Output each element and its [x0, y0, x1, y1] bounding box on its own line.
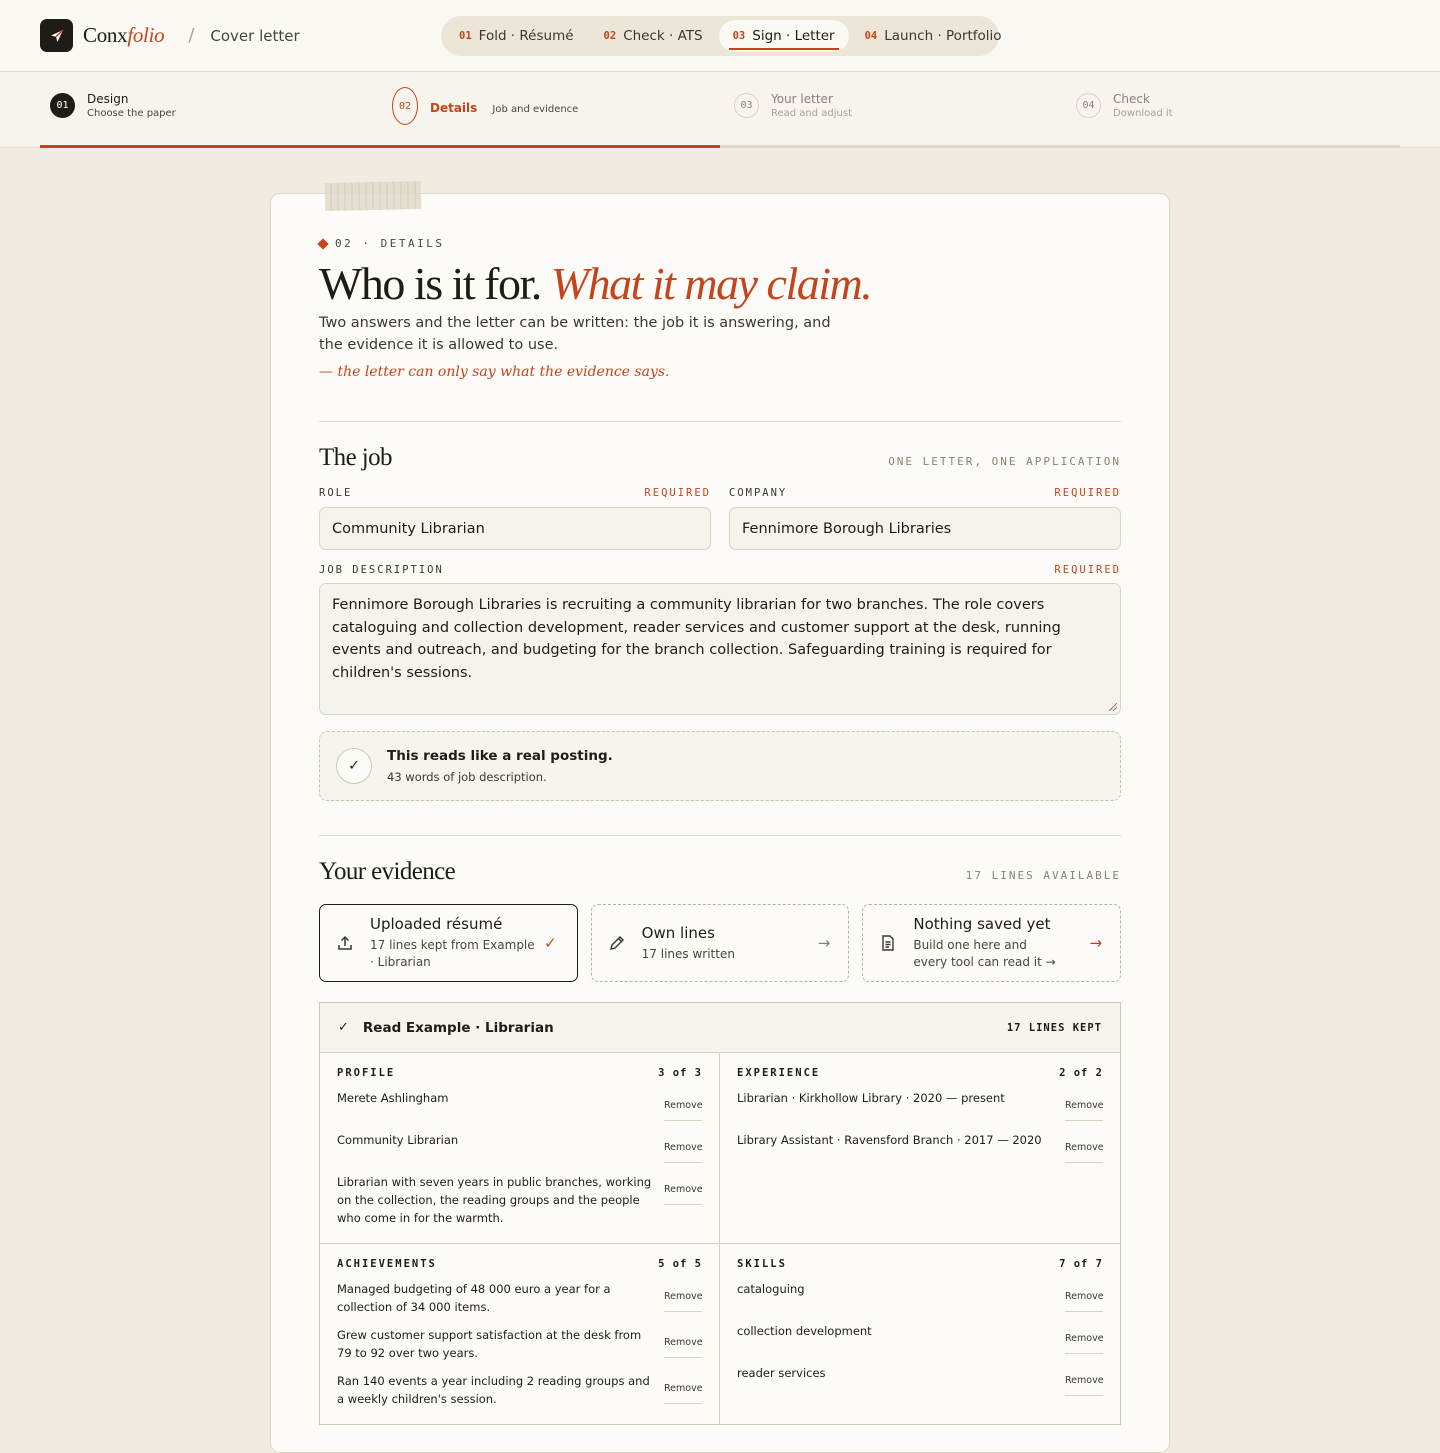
upload-icon [336, 934, 354, 952]
wizard-progress-fill [40, 145, 720, 148]
step-number: 01 [50, 93, 75, 118]
experience-section [720, 1053, 1120, 1243]
step-title: Details [430, 100, 478, 115]
section-heading: ACHIEVEMENTS [337, 1258, 437, 1270]
wizard-stepper [0, 72, 1440, 148]
section-count: 3 of 3 [658, 1067, 702, 1079]
evidence-line: Managed budgeting of 48 000 euro a year for a collection of 34 000 items. [337, 1282, 611, 1314]
details-card [270, 193, 1170, 1453]
intro-note: — the letter can only say what the evidence says. [319, 364, 670, 380]
top-bar [0, 0, 1440, 72]
section-heading: SKILLS [737, 1258, 787, 1270]
tool-tab-label: Launch · Portfolio [884, 28, 1002, 44]
headline-plain: Who is it for. [319, 258, 541, 309]
lines-kept-count: 17 LINES KEPT [1006, 1021, 1102, 1034]
source-own-lines[interactable] [591, 904, 850, 982]
company-label: COMPANY [729, 487, 788, 499]
remove-button[interactable]: Remove [1065, 1364, 1103, 1396]
step-design[interactable] [50, 92, 176, 119]
list-item [337, 1131, 702, 1163]
checkmark-icon: ✓ [338, 1020, 349, 1035]
job-description-textarea[interactable] [319, 583, 1121, 715]
step-subtitle: Read and adjust [771, 108, 853, 119]
list-item [737, 1131, 1103, 1163]
remove-button[interactable]: Remove [664, 1131, 702, 1163]
job-section-header [319, 444, 1121, 472]
posting-check-title: This reads like a real posting. [387, 748, 613, 764]
breadcrumb: Cover letter [210, 26, 300, 45]
list-item [737, 1364, 1103, 1396]
section-count: 5 of 5 [658, 1258, 702, 1270]
section-eyebrow [319, 237, 1121, 250]
remove-button[interactable]: Remove [1065, 1131, 1103, 1163]
tool-tab-label: Check · ATS [623, 28, 703, 44]
brand-name-part2: folio [127, 23, 165, 47]
evidence-source-options [319, 904, 1121, 982]
parsed-resume-header [320, 1003, 1120, 1053]
step-number: 03 [734, 93, 759, 118]
source-uploaded-resume[interactable] [319, 904, 578, 982]
parsed-resume-panel [319, 1002, 1121, 1425]
list-item [337, 1173, 702, 1227]
job-description-group [319, 564, 1121, 715]
resize-handle-icon[interactable] [1109, 703, 1117, 711]
posting-check-subtitle: 43 words of job description. [387, 770, 547, 784]
source-title: Uploaded résumé [370, 915, 503, 933]
intro-lede: Two answers and the letter can be written: the job it is answering, and the evidence it is allowed to use. [319, 315, 831, 353]
tool-switcher [441, 16, 1002, 56]
tool-tab-label: Fold · Résumé [478, 28, 574, 44]
company-input[interactable]: Fennimore Borough Libraries [729, 507, 1121, 550]
source-title: Nothing saved yet [913, 915, 1051, 933]
pencil-icon [608, 934, 626, 952]
list-item [337, 1280, 702, 1316]
step-your-letter[interactable] [734, 92, 852, 119]
source-subtitle: Build one here and every tool can read it → [913, 938, 1056, 969]
remove-button[interactable]: Remove [664, 1173, 702, 1205]
job-description-label: JOB DESCRIPTION [319, 564, 444, 576]
divider [319, 835, 1121, 836]
role-field-group [319, 487, 711, 550]
step-details[interactable] [392, 87, 578, 125]
section-heading: PROFILE [337, 1067, 396, 1079]
skills-section [720, 1244, 1120, 1424]
step-subtitle: Choose the paper [87, 108, 176, 119]
evidence-line: Ran 140 events a year including 2 reading groups and a weekly children's session. [337, 1374, 650, 1406]
evidence-line: Library Assistant · Ravensford Branch · 2017 — 2020 [737, 1133, 1042, 1147]
diamond-icon [317, 238, 328, 249]
role-label: ROLE [319, 487, 353, 499]
required-badge: REQUIRED [644, 487, 711, 499]
section-title-evidence: Your evidence [319, 858, 456, 885]
evidence-line: Community Librarian [337, 1133, 459, 1147]
tool-tab-ats[interactable] [590, 20, 717, 52]
section-meta-job: ONE LETTER, ONE APPLICATION [888, 455, 1121, 468]
step-check[interactable] [1076, 92, 1173, 119]
brand-name-part1: Conx [83, 23, 128, 47]
remove-button[interactable]: Remove [664, 1372, 702, 1404]
headline-accent: What it may claim. [550, 258, 872, 309]
posting-check-notice [319, 731, 1121, 801]
step-title: Check [1113, 92, 1150, 106]
step-title: Design [87, 92, 129, 106]
remove-button[interactable]: Remove [1065, 1280, 1103, 1312]
resume-sections-row-1 [320, 1053, 1120, 1244]
company-field-group [729, 487, 1121, 550]
source-subtitle: 17 lines written [641, 946, 735, 961]
tape-decoration [325, 181, 422, 211]
document-icon [879, 934, 897, 952]
step-subtitle: Download it [1113, 108, 1173, 119]
tool-tab-number: 01 [459, 30, 472, 42]
evidence-line: Merete Ashlingham [337, 1091, 449, 1105]
divider [319, 421, 1121, 422]
page-title [319, 258, 1121, 310]
eyebrow-text: 02 · DETAILS [335, 237, 445, 250]
source-nothing-saved[interactable] [862, 904, 1121, 982]
list-item [337, 1372, 702, 1408]
selected-check-icon: ✓ [544, 934, 557, 952]
required-badge: REQUIRED [1054, 487, 1121, 499]
evidence-line: Librarian with seven years in public branches, working on the collection, the reading groups and the people who come in for the warmth. [337, 1175, 652, 1225]
parsed-resume-title: Read Example · Librarian [362, 1019, 554, 1036]
list-item [737, 1322, 1103, 1354]
achievements-section [320, 1244, 720, 1424]
remove-button[interactable]: Remove [664, 1280, 702, 1312]
tool-tab-portfolio[interactable] [851, 20, 1016, 52]
required-badge: REQUIRED [1054, 564, 1121, 576]
brand-logo[interactable] [40, 19, 73, 52]
role-company-row [319, 487, 1121, 550]
checkmark-icon: ✓ [336, 748, 372, 784]
remove-button[interactable]: Remove [1065, 1089, 1103, 1121]
evidence-line: Librarian · Kirkhollow Library · 2020 — present [737, 1091, 1005, 1105]
section-meta-evidence: 17 LINES AVAILABLE [965, 869, 1121, 882]
evidence-line: reader services [737, 1366, 826, 1380]
evidence-section-header [319, 858, 1121, 886]
step-title: Your letter [771, 92, 833, 106]
tool-tab-letter[interactable] [719, 20, 849, 52]
resume-sections-row-2 [320, 1244, 1120, 1424]
step-number: 04 [1076, 93, 1101, 118]
section-count: 2 of 2 [1059, 1067, 1103, 1079]
step-subtitle: Job and evidence [492, 103, 579, 115]
list-item [337, 1089, 702, 1121]
arrow-right-icon: → [1089, 934, 1103, 952]
role-input[interactable]: Community Librarian [319, 507, 711, 550]
arrow-right-icon: → [817, 934, 831, 952]
list-item [737, 1089, 1103, 1121]
profile-section [320, 1053, 720, 1243]
list-item [337, 1326, 702, 1362]
tool-tab-number: 04 [864, 30, 878, 42]
evidence-line: Grew customer support satisfaction at the desk from 79 to 92 over two years. [337, 1328, 642, 1360]
breadcrumb-separator: / [188, 25, 195, 46]
section-count: 7 of 7 [1059, 1258, 1103, 1270]
source-subtitle: 17 lines kept from Example · Librarian [370, 938, 535, 969]
tool-tab-label: Sign · Letter [752, 28, 835, 44]
job-description-text: Fennimore Borough Libraries is recruiting a community librarian for two branches. The role covers cataloguing and collection development, reader services and customer support at the desk, running events and outreach, and budgeting for the branch collection. Safeguarding training is required for children's sessions. [332, 597, 1061, 681]
tool-tab-number: 03 [732, 30, 746, 42]
section-heading: EXPERIENCE [737, 1067, 821, 1079]
section-title-job: The job [319, 444, 392, 471]
list-item [737, 1280, 1103, 1312]
step-number: 02 [392, 87, 418, 125]
paper-plane-icon [49, 28, 65, 44]
brand-name [83, 23, 164, 48]
remove-button[interactable]: Remove [1065, 1322, 1103, 1354]
wizard-progress-track [40, 145, 1400, 148]
evidence-line: collection development [737, 1324, 872, 1338]
evidence-line: cataloguing [737, 1282, 805, 1296]
tool-tab-number: 02 [603, 30, 617, 42]
tool-tab-resume[interactable] [445, 20, 588, 52]
remove-button[interactable]: Remove [664, 1089, 702, 1121]
remove-button[interactable]: Remove [664, 1326, 702, 1358]
source-title: Own lines [641, 923, 715, 942]
